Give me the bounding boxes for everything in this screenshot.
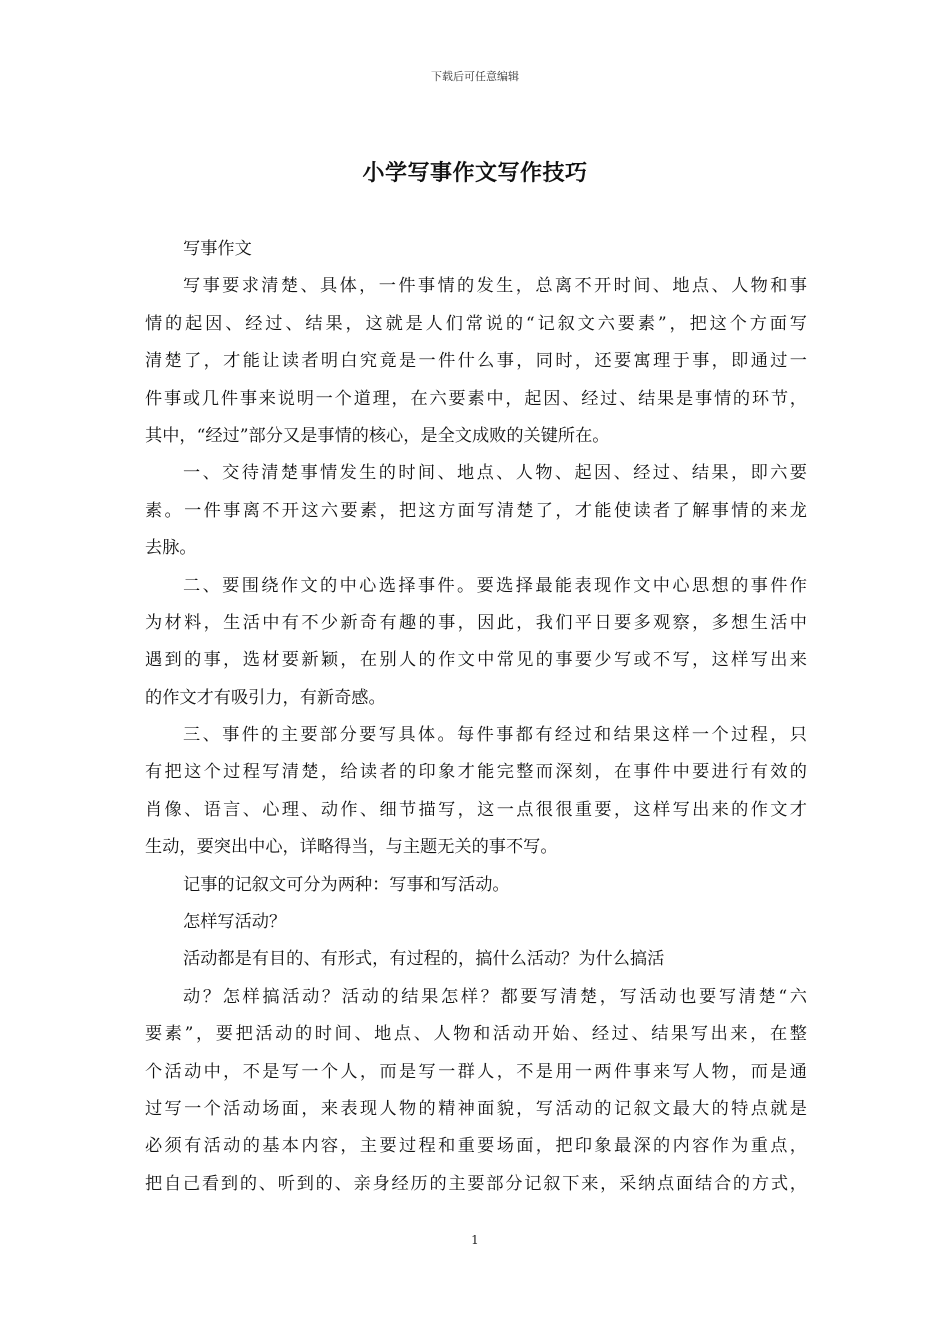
paragraph-line: 怎样写活动？ — [183, 912, 287, 933]
paragraph-line: 去脉。 — [145, 538, 197, 559]
paragraph-line: 有把这个过程写清楚，给读者的印象才能完整而深刻，在事件中要进行有效的 — [145, 762, 807, 783]
paragraph-line: 写事要求清楚、具体，一件事情的发生，总离不开时间、地点、人物和事 — [183, 276, 807, 297]
document-body — [145, 231, 807, 1203]
paragraph-line: 素。一件事离不开这六要素，把这方面写清楚了，才能使读者了解事情的来龙 — [145, 500, 807, 521]
page-number: 1 — [471, 1233, 479, 1247]
paragraph-line: 一、交待清楚事情发生的时间、地点、人物、起因、经过、结果，即六要 — [183, 463, 807, 484]
paragraph-line: 清楚了，才能让读者明白究竟是一件什么事，同时，还要寓理于事，即通过一 — [145, 351, 807, 372]
paragraph-line: 生动，要突出中心，详略得当，与主题无关的事不写。 — [145, 837, 558, 858]
paragraph-line: 个活动中，不是写一个人，而是写一群人，不是用一两件事来写人物，而是通 — [145, 1061, 807, 1082]
paragraph-line: 肖像、语言、心理、动作、细节描写，这一点很很重要，这样写出来的作文才 — [145, 799, 807, 820]
paragraph-line: 的作文才有吸引力，有新奇感。 — [145, 687, 386, 708]
paragraph-line: 三、事件的主要部分要写具体。每件事都有经过和结果这样一个过程，只 — [183, 725, 807, 746]
paragraph-line: 为材料，生活中有不少新奇有趣的事，因此，我们平日要多观察，多想生活中 — [145, 612, 807, 633]
paragraph-line: 遇到的事，选材要新颖，在别人的作文中常见的事要少写或不写，这样写出来 — [145, 650, 807, 671]
document-title: 小学写事作文写作技巧 — [362, 160, 588, 186]
paragraph-line: 要素”，要把活动的时间、地点、人物和活动开始、经过、结果写出来，在整 — [145, 1024, 807, 1045]
paragraph-line: 情的起因、经过、结果，这就是人们常说的“记叙文六要素”，把这个方面写 — [145, 313, 807, 334]
paragraph-line: 把自己看到的、听到的、亲身经历的主要部分记叙下来，采纳点面结合的方式， — [145, 1173, 807, 1194]
paragraph-line: 其中，“经过”部分又是事情的核心，是全文成败的关键所在。 — [145, 425, 610, 446]
paragraph-line: 动？怎样搞活动？活动的结果怎样？都要写清楚，写活动也要写清楚“六 — [183, 986, 807, 1007]
header-note: 下载后可任意编辑 — [431, 70, 519, 83]
paragraph-line: 记事的记叙文可分为两种：写事和写活动。 — [183, 874, 510, 895]
paragraph-line: 必须有活动的基本内容，主要过程和重要场面，把印象最深的内容作为重点， — [145, 1136, 807, 1157]
paragraph-line: 活动都是有目的、有形式，有过程的，搞什么活动？为什么搞活 — [183, 949, 665, 970]
paragraph-line: 过写一个活动场面，来表现人物的精神面貌，写活动的记叙文最大的特点就是 — [145, 1098, 807, 1119]
paragraph-line: 写事作文 — [183, 239, 252, 259]
paragraph-line: 件事或几件事来说明一个道理，在六要素中，起因、经过、结果是事情的环节， — [145, 388, 807, 409]
paragraph-line: 二、要围绕作文的中心选择事件。要选择最能表现作文中心思想的事件作 — [183, 575, 807, 596]
